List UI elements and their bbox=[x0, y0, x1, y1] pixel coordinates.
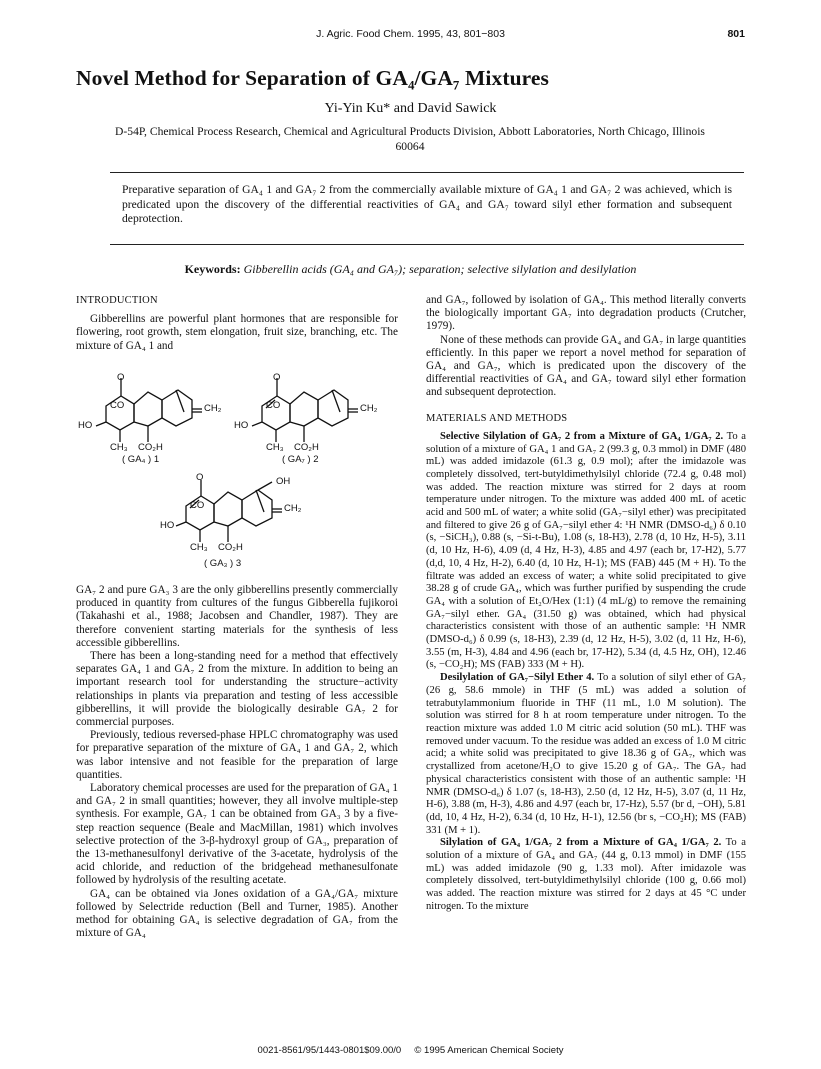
ga3-caption: ( GA₃ ) 3 bbox=[204, 558, 242, 569]
footer-code: 0021-8561/95/1443-0801$09.00/0 bbox=[257, 1045, 402, 1056]
subsection-silylation-mixture bbox=[426, 837, 746, 913]
ga7-co-label: CO bbox=[266, 400, 281, 411]
ga3-structure bbox=[176, 480, 282, 542]
right-paragraph-1: and GA₇, followed by isolation of GA₄. This method literally converts the biologically important GA₇ into degradation products (Crutcher, 1979). bbox=[426, 294, 746, 333]
ga4-o-label: O bbox=[117, 372, 125, 383]
ga3-ho-label: HO bbox=[160, 520, 175, 531]
subsection-desilylation bbox=[426, 672, 746, 837]
subsection-selective-silylation bbox=[426, 431, 746, 672]
ga4-caption: ( GA₄ ) 1 bbox=[122, 454, 160, 465]
ga3-ch3-label: CH₃ bbox=[190, 542, 208, 553]
abstract-top-rule bbox=[110, 172, 744, 173]
ga7-ch3-label: CH₃ bbox=[266, 442, 284, 453]
keywords-label: Keywords: bbox=[184, 262, 241, 276]
ga7-o-label: O bbox=[273, 372, 281, 383]
keywords-text: Gibberellin acids (GA₄ and GA₇); separation; selective silylation and desilylation bbox=[243, 262, 637, 276]
intro-paragraph: Gibberellins are powerful plant hormones that are responsible for flowering, root growth, stem elongation, fruit size, branching, etc. The mixture of GA₄ 1 and bbox=[76, 313, 398, 352]
ga3-o-label: O bbox=[196, 472, 204, 483]
ga3-co2h-label: CO₂H bbox=[218, 542, 243, 553]
footer-copyright: © 1995 American Chemical Society bbox=[414, 1045, 564, 1056]
left-paragraph-2: There has been a long-standing need for a method that effectively separates GA₄ 1 and GA₇ 2 from the mixture. In addition to being an important research tool for understanding the structure−activity relationships in plants via preparation and testing of less accessible gibberellins, it will provide the biologically desirable GA₇ 2 for commercial purposes. bbox=[76, 650, 398, 729]
abstract-bottom-rule bbox=[110, 244, 744, 245]
left-column-intro bbox=[76, 294, 398, 353]
right-column bbox=[426, 294, 746, 914]
right-paragraph-2: None of these methods can provide GA₄ and GA₇ in large quantities efficiently. In this paper we report a novel method for separation of GA₄ and GA₇, which is predicated upon the discovery of the differential reactivities of GA₄ and GA₇ toward silyl ether formation and subsequent deprotection. bbox=[426, 333, 746, 399]
subsection-text: To a solution of a mixture of GA₄ and GA₇ (44 g, 0.13 mmol) in DMF (155 mL) was added imidazole (90 g, 1.33 mol). After imidazole was completely dissolved, tert-butyldimethylsilyl chloride (100 g, 0.66 mol) was added. The reaction mixture was stirred for 2 days at 45 °C under nitrogen. To the mixture bbox=[426, 837, 746, 912]
subsection-heading: Silylation of GA₄ 1/GA₇ 2 from a Mixture of GA₄ 1/GA₇ 2. bbox=[440, 837, 722, 849]
affiliation: D-54P, Chemical Process Research, Chemical and Agricultural Products Division, Abbott Laboratories, North Chicago, Illinois 60064 bbox=[115, 125, 705, 153]
section-title-materials-methods: MATERIALS AND METHODS bbox=[426, 412, 568, 424]
ga4-co2h-label: CO₂H bbox=[138, 442, 163, 453]
ga4-co-label: CO bbox=[110, 400, 125, 411]
subsection-text: To a solution of silyl ether of GA₇ (26 g, 58.6 mmole) in THF (5 mL) was added a solution of tetrabutylammonium fluoride in THF (11 mL, 1.0 M solution). The solution was stirred for 8 h at room temperature under nitrogen. To the reaction mixture was added 1.0 M citric acid solution (50 mL). THF was removed under vacuum. To the residue was added an excess of 1.0 M citric acid; a white solid was precipitated to give 18.36 g of GA₇, which was crystallized from acetone/H₂O to give 15.20 g of GA₇. The GA₇ had physical characteristics consistent with those of an authentic sample: ¹H NMR (DMSO-d₆) δ 1.07 (s, 18-H3), 2.50 (d, 12 Hz, H-5), 3.07 (d, 11 Hz, H-6), 3.88 (m, H-3), 4.86 and 4.97 (each br, 17-Hz), 5.57 (br d, −OH), 5.81 (dd, 10, 4 Hz, H-2), 6.34 (d, 10 Hz, H-1), 12.56 (br s, −CO₂H); MS (FAB) 331 (M + 1). bbox=[426, 672, 746, 836]
ga7-co2h-label: CO₂H bbox=[294, 442, 319, 453]
ga3-ch2-label: CH₂ bbox=[284, 503, 302, 514]
ga4-ho-label: HO bbox=[78, 420, 93, 431]
authors: Yi-Yin Ku* and David Sawick bbox=[324, 101, 497, 116]
left-paragraph-5: GA₄ can be obtained via Jones oxidation of a GA₄/GA₇ mixture followed by Selectride reduction (Bell and Turner, 1985). Another method for obtaining GA₄ is selective degradation of GA₇ from the mixture of GA₄ bbox=[76, 887, 398, 940]
keywords bbox=[0, 262, 821, 277]
ga7-ho-label: HO bbox=[234, 420, 249, 431]
journal-citation: J. Agric. Food Chem. 1995, 43, 801−803 bbox=[316, 28, 505, 40]
ga7-caption: ( GA₇ ) 2 bbox=[282, 454, 319, 465]
ga7-ch2-label: CH₂ bbox=[360, 403, 378, 414]
left-column-body bbox=[76, 584, 398, 940]
page-footer bbox=[0, 1045, 821, 1056]
subsection-heading: Selective Silylation of GA₇ 2 from a Mixture of GA₄ 1/GA₇ 2. bbox=[440, 430, 724, 442]
ga4-ch3-label: CH₃ bbox=[110, 442, 128, 453]
left-paragraph-4: Laboratory chemical processes are used for the preparation of GA₄ 1 and GA₇ 2 in small quantities; however, they all involve multiple-step synthesis. For example, GA₇ 1 can be obtained from GA₃ 3 by a five-step reaction sequence (Beale and MacMillan, 1981) which involves selective protection of the 3-β-hydroxyl group of GA₃, preparation of the 13-methanesulfonyl derivative of the 3-acetate, hydrolysis of the acid chloride, and reduction of the bridgehead methanesulfonate followed by hydrolysis of the resulting acetate. bbox=[76, 782, 398, 887]
ga3-co-label: CO bbox=[190, 500, 205, 511]
page-number: 801 bbox=[727, 28, 745, 40]
ga3-oh-label: OH bbox=[276, 476, 291, 487]
subsection-text: To a solution of a mixture of GA₄ 1 and GA₇ 2 (99.3 g, 0.3 mmol) in DMF (480 mL) was added imidazole (61.3 g, 0.9 mol); after the imidazole was completely dissolved, tert-butyldimethylsilyl chloride (72.4 g, 0.48 mol) was added. The reaction mixture was stirred for 2 days at room temperature under nitrogen. To the mixture was added 400 mL of acetic acid and 500 mL of water; a white solid (GA₇−silyl ether) was precipitated and filtered to give 26 g of GA₇−silyl ether 4: ¹H NMR (DMSO-d₆) δ 0.10 (s, −SiCH₃), 0.88 (s, −Si-t-Bu), 1.08 (s, 18-H3), 2.78 (d, 10 Hz, H-5), 3.11 (d, 10 Hz, H-6), 4.09 (d, 4 Hz, H-3), 4.85 and 4.97 (each br, 17-H2), 5.77 (d,d, 10, 4 Hz, H-2), 6.40 (d, 10 Hz, H-1); MS (FAB) 445 (M + H). To the filtrate was added an excess of water; a white solid precipitated to give 38.28 g of crude GA₄, which was further purified by suspending the crude GA₄ with a solution of Et₂O/Hex (1:1) (4 mL/g) to remove the remaining GA₇−silyl ether. GA₄ (31.50 g) was obtained, which had physical characteristics consistent with those of an authentic sample: ¹H NMR (DMSO-d₆) δ 0.99 (s, 18-H3), 2.39 (d, 12 Hz, H-5), 3.02 (d, 11 Hz, H-6), 3.55 (m, H-3), 4.84 and 4.96 (each br, 17-H2), 5.34 (d, 4.5 Hz, OH), 12.46 (s, −CO₂H); MS (FAB) 333 (M + H). bbox=[426, 430, 746, 671]
abstract: Preparative separation of GA₄ 1 and GA₇ 2 from the commercially available mixture of GA₄ 1 and GA₇ 2 was achieved, which is predicated upon the discovery of the differential reactivities of GA₄ and GA₇ toward silyl ether formation and subsequent deprotection. bbox=[122, 183, 732, 225]
ga4-ch2-label: CH₂ bbox=[204, 403, 222, 414]
left-paragraph-1: GA₇ 2 and pure GA₃ 3 are the only gibberellins presently commercially produced in quantity from cultures of the fungus Gibberella fujikoroi (Takahashi et al., 1988; Jacobsen and Chandler, 1987). They are therefore convenient starting materials for the synthesis of less accessible gibberellins. bbox=[76, 584, 398, 649]
running-head bbox=[76, 28, 745, 44]
subsection-heading: Desilylation of GA₇−Silyl Ether 4. bbox=[440, 672, 595, 684]
left-paragraph-3: Previously, tedious reversed-phase HPLC chromatography was used for preparative separation of the mixture of GA₄ 1 and GA₇ 2, which was labor intensive and not feasible for the preparation of large quantities. bbox=[76, 729, 398, 781]
section-title-introduction: INTRODUCTION bbox=[76, 295, 158, 306]
article-title: Novel Method for Separation of GA₄/GA₇ Mixtures bbox=[76, 66, 550, 90]
